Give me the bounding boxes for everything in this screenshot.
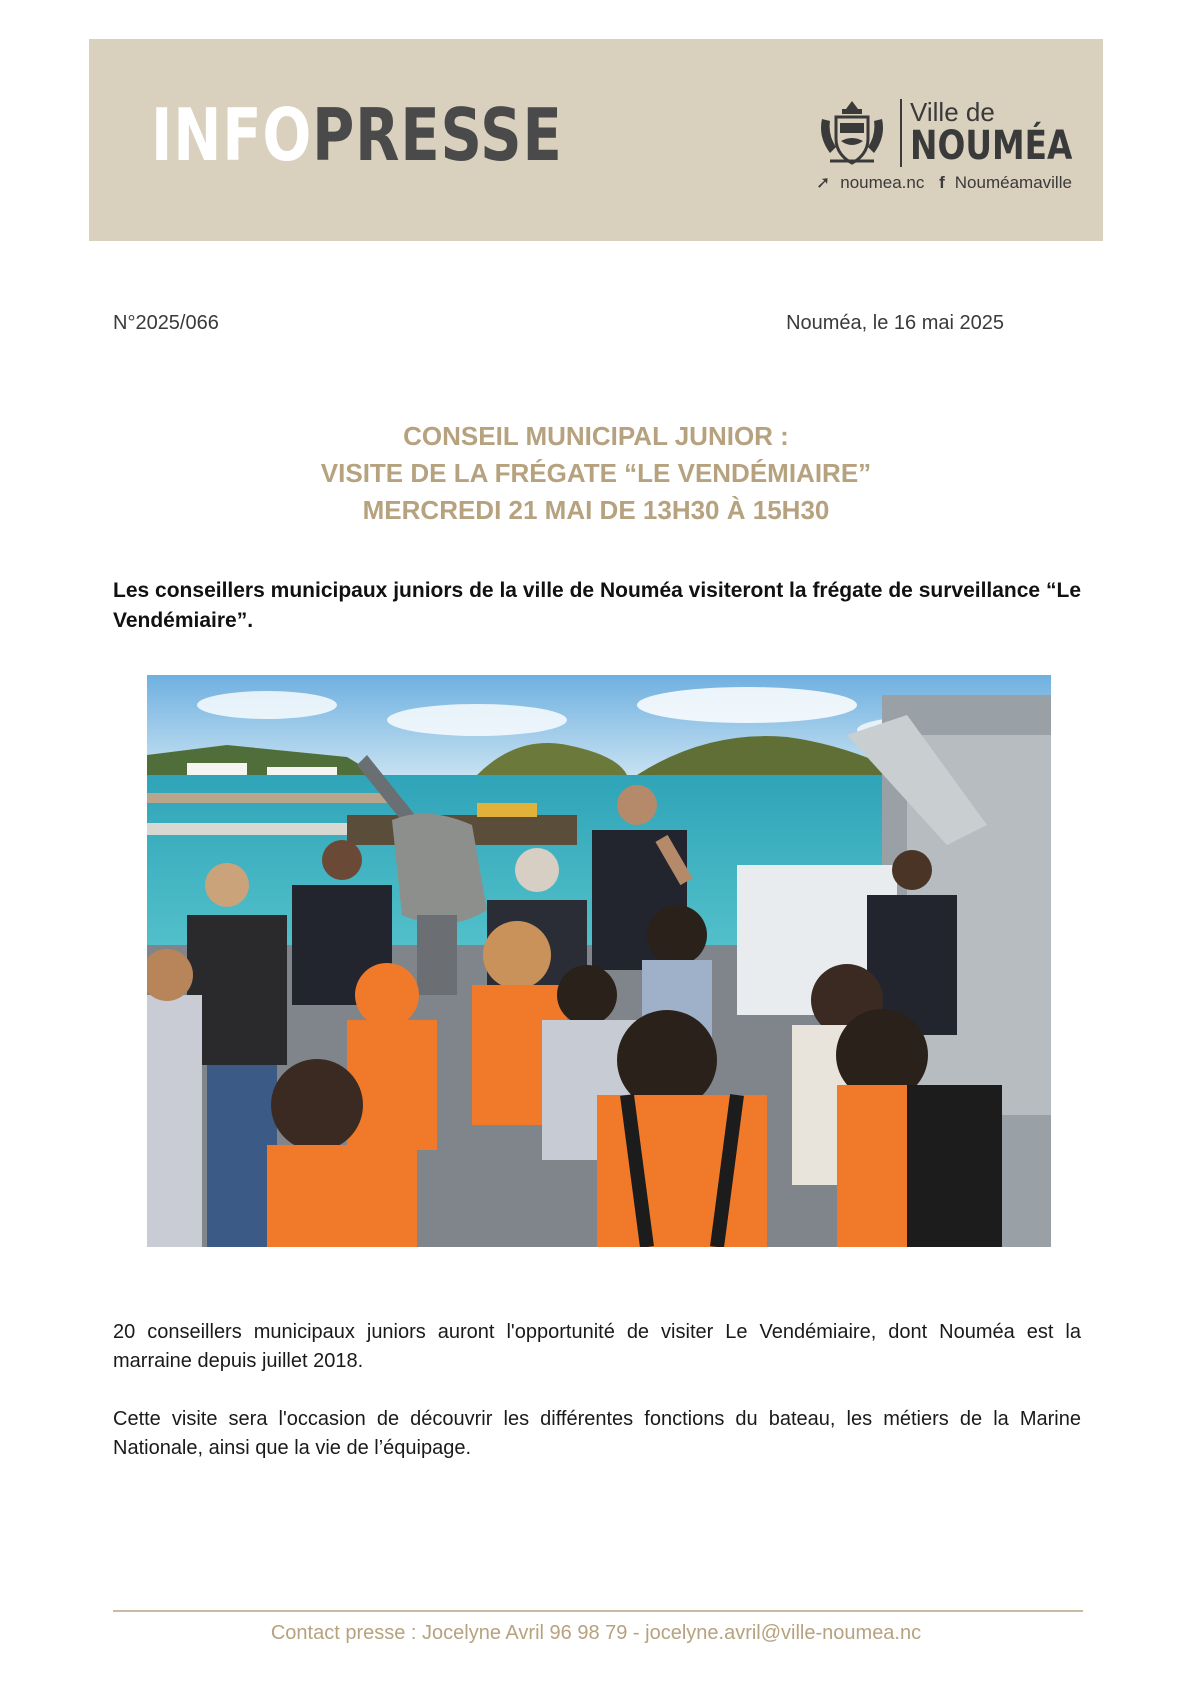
headline — [89, 418, 1103, 529]
headline-line2: VISITE DE LA FRÉGATE “LE VENDÉMIAIRE” — [320, 458, 872, 488]
footer-divider — [113, 1610, 1083, 1612]
logo-noumea: NOUMÉA — [910, 123, 1073, 169]
city-crest-icon — [816, 97, 888, 169]
logo-socials — [816, 173, 1082, 193]
logo-divider — [900, 99, 902, 167]
lead-paragraph: Les conseillers municipaux juniors de la ville de Nouméa visiteront la frégate de surveillance “Le Vendémiaire”. — [113, 579, 1081, 632]
frigate-visit-photo — [147, 675, 1051, 1247]
body-paragraph-1: 20 conseillers municipaux juniors auront l'opportunité de visiter Le Vendémiaire, dont Nouméa est la marraine depuis juillet 2018. — [113, 1321, 1081, 1372]
place-date: Nouméa, le 16 mai 2025 — [786, 312, 1004, 334]
body-paragraph-2: Cette visite sera l'occasion de découvrir les différentes fonctions du bateau, les métiers de la Marine Nationale, ainsi que la vie de l’équipage. — [113, 1408, 1081, 1459]
header-banner — [89, 39, 1103, 241]
press-release-number: N°2025/066 — [113, 312, 219, 334]
info-presse-title — [151, 95, 563, 175]
facebook-icon: f — [939, 173, 945, 192]
logo-ville-de: Ville de — [910, 97, 995, 127]
website-link[interactable]: noumea.nc — [840, 173, 925, 192]
brand-presse: PRESSE — [312, 93, 563, 177]
headline-line3: MERCREDI 21 MAI DE 13H30 À 15H30 — [362, 495, 830, 525]
group-photo-icon — [147, 675, 1051, 1247]
website-icon: ➚ — [816, 173, 831, 192]
headline-line1: CONSEIL MUNICIPAL JUNIOR : — [403, 421, 789, 451]
press-contact: Contact presse : Jocelyne Avril 96 98 79 - jocelyne.avril@ville-noumea.nc — [270, 1622, 922, 1644]
ville-de-noumea-logo — [816, 97, 1073, 197]
facebook-link[interactable]: Nouméamaville — [954, 173, 1072, 192]
brand-info: INFO — [151, 93, 313, 177]
